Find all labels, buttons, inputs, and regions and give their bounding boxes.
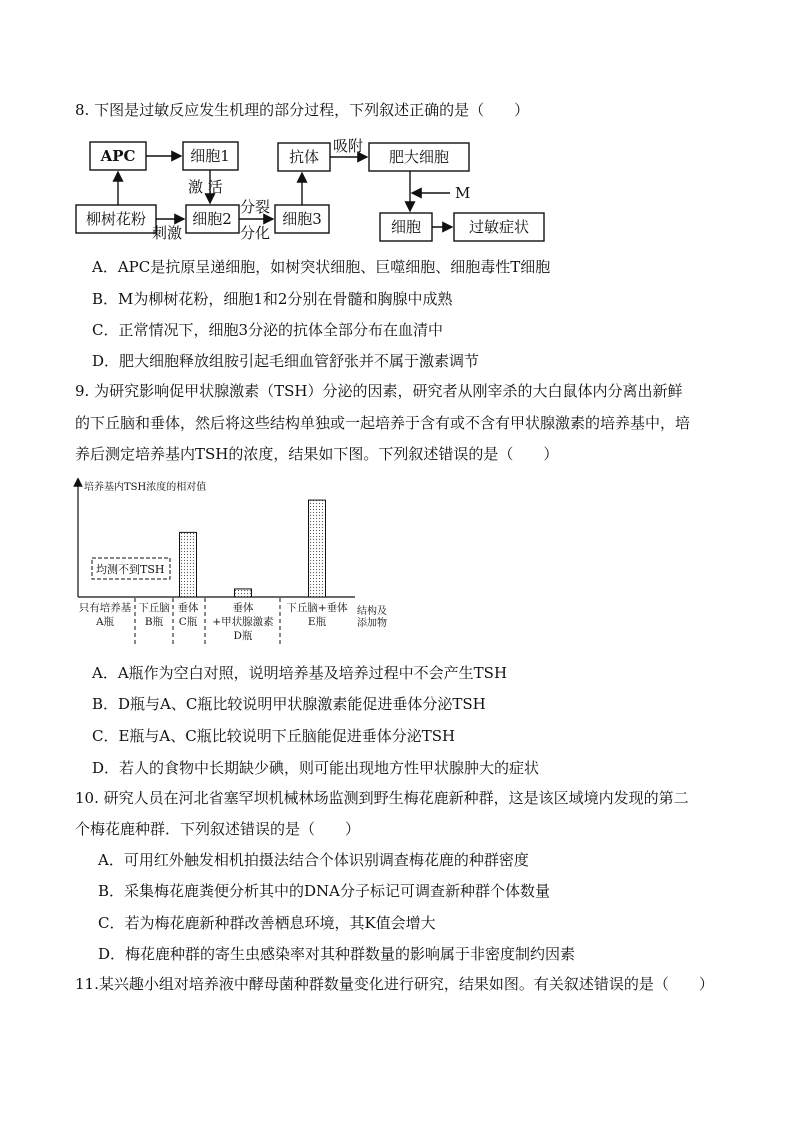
bar-3 (235, 589, 252, 597)
stimulate-label: 刺激 (152, 224, 183, 242)
x-axis-label-2: 添加物 (357, 618, 387, 629)
adsorb-label: 吸附 (333, 137, 364, 155)
q11-stem: 11.某兴趣小组对培养液中酵母菌种群数量变化进行研究，结果如图。有关叙述错误的是（ ） (75, 975, 714, 993)
category-label-3-0: 垂体 (232, 602, 254, 614)
q9-option-a: A．A瓶作为空白对照，说明培养基及培养过程中不会产生TSH (92, 664, 508, 682)
q10-option-b: B．采集梅花鹿粪便分析其中的DNA分子标记可调查新种群个体数量 (98, 882, 551, 900)
bar-4 (309, 500, 326, 597)
q10-option-d: D．梅花鹿种群的寄生虫感染率对其种群数量的影响属于非密度制约因素 (98, 945, 576, 963)
q9-option-b: B．D瓶与A、C瓶比较说明甲状腺激素能促进垂体分泌TSH (92, 695, 486, 713)
cell-label: 细胞 (390, 218, 422, 236)
q9-stem-line1: 9. 为研究影响促甲状腺激素（TSH）分泌的因素，研究者从刚宰杀的大白鼠体内分离出新鲜 (75, 382, 683, 400)
q8-option-a: A．APC是抗原呈递细胞，如树突状细胞、巨噬细胞、细胞毒性T细胞 (92, 258, 551, 276)
m-label: M (455, 184, 471, 202)
category-label-0-0: 只有培养基 (78, 602, 132, 614)
cell3-label: 细胞3 (282, 210, 322, 228)
q10-option-a: A．可用红外触发相机拍摄法结合个体识别调查梅花鹿的种群密度 (98, 851, 529, 869)
q9-option-d: D．若人的食物中长期缺少碘，则可能出现地方性甲状腺肿大的症状 (92, 759, 540, 777)
category-label-4-1: E瓶 (307, 616, 327, 628)
category-label-4-0: 下丘脑+垂体 (286, 602, 348, 614)
no-tsh-label: 均测不到TSH (96, 563, 165, 576)
q9-option-c: C．E瓶与A、C瓶比较说明下丘脑能促进垂体分泌TSH (92, 727, 456, 745)
differentiate-label: 分化 (240, 224, 271, 242)
pollen-label: 柳树花粉 (85, 210, 147, 228)
q8-stem: 8. 下图是过敏反应发生机理的部分过程，下列叙述正确的是（ ） (75, 101, 530, 119)
q8-option-d: D．肥大细胞释放组胺引起毛细血管舒张并不属于激素调节 (92, 352, 480, 370)
mast-label: 肥大细胞 (388, 148, 450, 166)
q10-stem-line1: 10. 研究人员在河北省塞罕坝机械林场监测到野生梅花鹿新种群，这是该区域境内发现的第二 (75, 789, 689, 807)
q8-option-c: C．正常情况下，细胞3分泌的抗体全部分布在血清中 (92, 321, 444, 339)
q10-stem-line2: 个梅花鹿种群．下列叙述错误的是（ ） (75, 820, 361, 838)
q9-stem-line2: 的下丘脑和垂体，然后将这些结构单独或一起培养于含有或不含有甲状腺激素的培养基中，培 (75, 414, 691, 432)
bar-2 (180, 532, 197, 597)
y-axis-label: 培养基内TSH浓度的相对值 (84, 482, 207, 493)
category-label-2-1: C瓶 (178, 616, 198, 628)
q9-stem-line3: 养后测定培养基内TSH的浓度，结果如下图。下列叙述错误的是（ ） (75, 445, 559, 463)
category-label-1-0: 下丘脑 (138, 602, 170, 614)
cell2-label: 细胞2 (192, 210, 232, 228)
q8-diagram (0, 137, 794, 267)
category-label-1-1: B瓶 (144, 616, 164, 628)
apc-label: APC (100, 147, 136, 165)
q9-chart (0, 478, 794, 653)
x-axis-label-1: 结构及 (357, 606, 387, 617)
q8-option-b: B．M为柳树花粉，细胞1和2分别在骨髓和胸腺中成熟 (92, 290, 453, 308)
q10-option-c: C．若为梅花鹿新种群改善栖息环境，其K值会增大 (98, 914, 436, 932)
category-label-3-1: +甲状腺激素 (212, 616, 274, 628)
activate-label: 激 活 (188, 178, 223, 196)
category-label-0-1: A瓶 (95, 616, 115, 628)
symptom-label: 过敏症状 (468, 218, 530, 236)
category-label-3-2: D瓶 (233, 630, 253, 642)
cell1-label: 细胞1 (190, 147, 230, 165)
antibody-label: 抗体 (288, 148, 320, 166)
divide-label: 分裂 (240, 198, 271, 216)
category-label-2-0: 垂体 (177, 602, 199, 614)
